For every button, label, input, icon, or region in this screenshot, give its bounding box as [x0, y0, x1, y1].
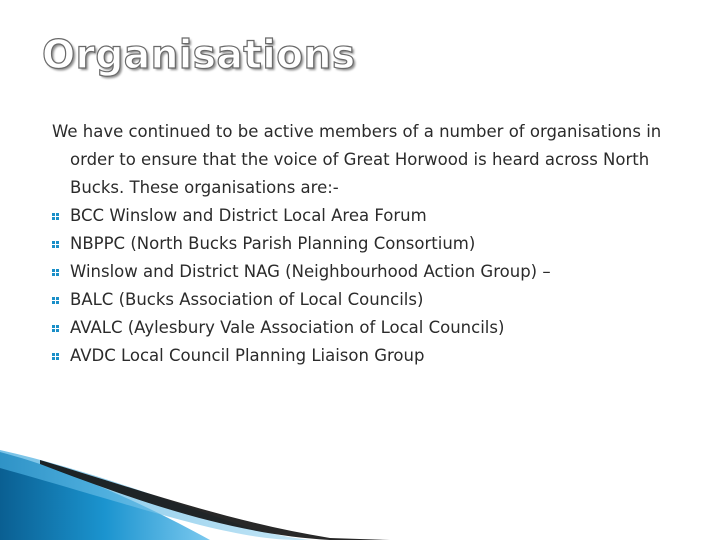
- list-item: [52, 314, 682, 342]
- slide-title: Organisations: [42, 33, 356, 78]
- list-item: [52, 342, 682, 370]
- list-item: [52, 230, 682, 258]
- bullet-icon: [52, 353, 59, 360]
- list-item-label: BALC (Bucks Association of Local Councils): [70, 290, 424, 309]
- wave-swoosh-decoration: [0, 450, 720, 540]
- bullet-icon: [52, 297, 59, 304]
- bullet-icon: [52, 213, 59, 220]
- bullet-icon: [52, 241, 59, 248]
- intro-paragraph: We have continued to be active members of a number of organisations in order to ensure that the voice of Great Horwood is heard across North Bucks. These organisations are:-: [52, 122, 662, 197]
- list-item: [52, 286, 682, 314]
- slide-body: [52, 118, 682, 370]
- list-item: [52, 202, 682, 230]
- list-item-label: Winslow and District NAG (Neighbourhood Action Group) –: [70, 262, 551, 281]
- list-item-label: AVALC (Aylesbury Vale Association of Local Councils): [70, 318, 505, 337]
- list-item-label: AVDC Local Council Planning Liaison Group: [70, 346, 425, 365]
- bullet-icon: [52, 269, 59, 276]
- list-item: [52, 258, 682, 286]
- organisation-list: [52, 202, 682, 370]
- list-item-label: NBPPC (North Bucks Parish Planning Consortium): [70, 234, 476, 253]
- bullet-icon: [52, 325, 59, 332]
- list-item-label: BCC Winslow and District Local Area Forum: [70, 206, 427, 225]
